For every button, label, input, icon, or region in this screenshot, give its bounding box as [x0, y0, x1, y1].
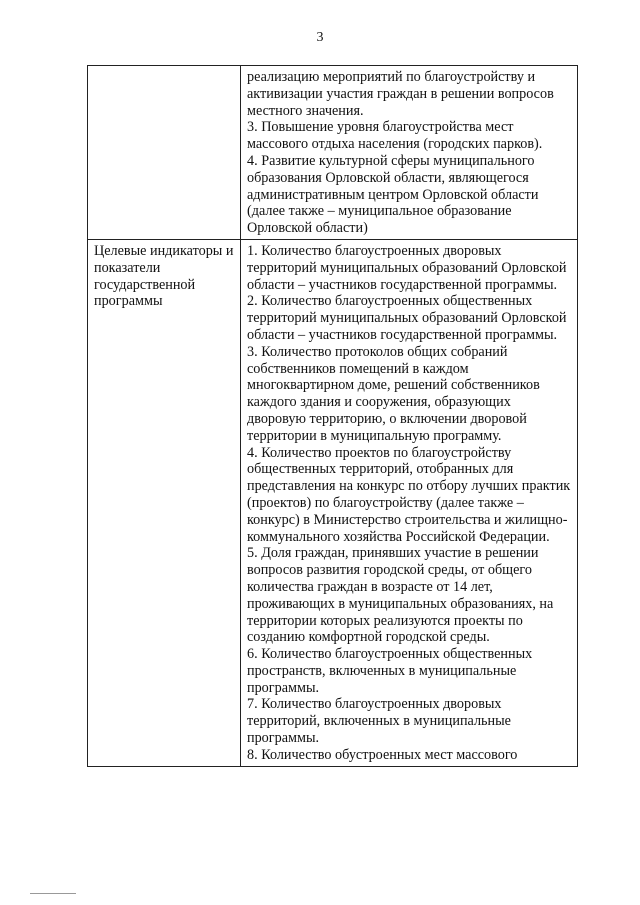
paragraph: 8. Количество обустроенных мест массового: [247, 746, 518, 763]
paragraph: 3. Количество протоколов общих собраний собственников помещений в каждом многоквартирном доме, решений собственников каждого здания и сооружения, образующих дворовую территорию, о включении дворовой территории в муниципальную программу.: [247, 343, 540, 444]
table-row: [88, 66, 578, 240]
paragraph: 7. Количество благоустроенных дворовых территорий, включенных в муниципальные программы.: [247, 696, 511, 747]
footer-divider: [30, 893, 76, 894]
paragraph: 4. Количество проектов по благоустройству общественных территорий, отобранных для представления на конкурс по отбору лучших практик (проектов) по благоустройству (далее также – конкурс) в Министерство строительства и жилищно-коммунального хозяйства Российской Федерации.: [247, 444, 571, 545]
row-content: [241, 239, 578, 766]
page-number: 3: [316, 30, 324, 45]
paragraph: 5. Доля граждан, принявших участие в решении вопросов развития городской среды, от общего количества граждан в возрасте от 14 лет, проживающих в муниципальных образованиях, на территории которых реализуются проекты по созданию комфортной городской среды.: [247, 545, 554, 646]
row-label: [88, 66, 241, 240]
paragraph: реализацию мероприятий по благоустройству и активизации участия граждан в решении вопросов местного значения.: [247, 69, 554, 119]
paragraph: 4. Развитие культурной сферы муниципального образования Орловской области, являющегося административным центром Орловской области (далее также – муниципальное образование Орловской области): [247, 152, 539, 237]
table-row: [88, 239, 578, 766]
paragraph: 6. Количество благоустроенных общественных пространств, включенных в муниципальные программы.: [247, 646, 533, 696]
paragraph: 2. Количество благоустроенных общественных территорий муниципальных образований Орловской области – участников государственной программы.: [247, 293, 567, 343]
program-passport-table: [87, 65, 578, 767]
row-label: Целевые индикаторы и показатели государственной программы: [88, 239, 241, 766]
paragraph: 3. Повышение уровня благоустройства мест массового отдыха населения (городских парков).: [247, 119, 543, 153]
paragraph: 1. Количество благоустроенных дворовых территорий муниципальных образований Орловской области – участников государственной программы.: [247, 242, 567, 293]
row-content: [241, 66, 578, 240]
